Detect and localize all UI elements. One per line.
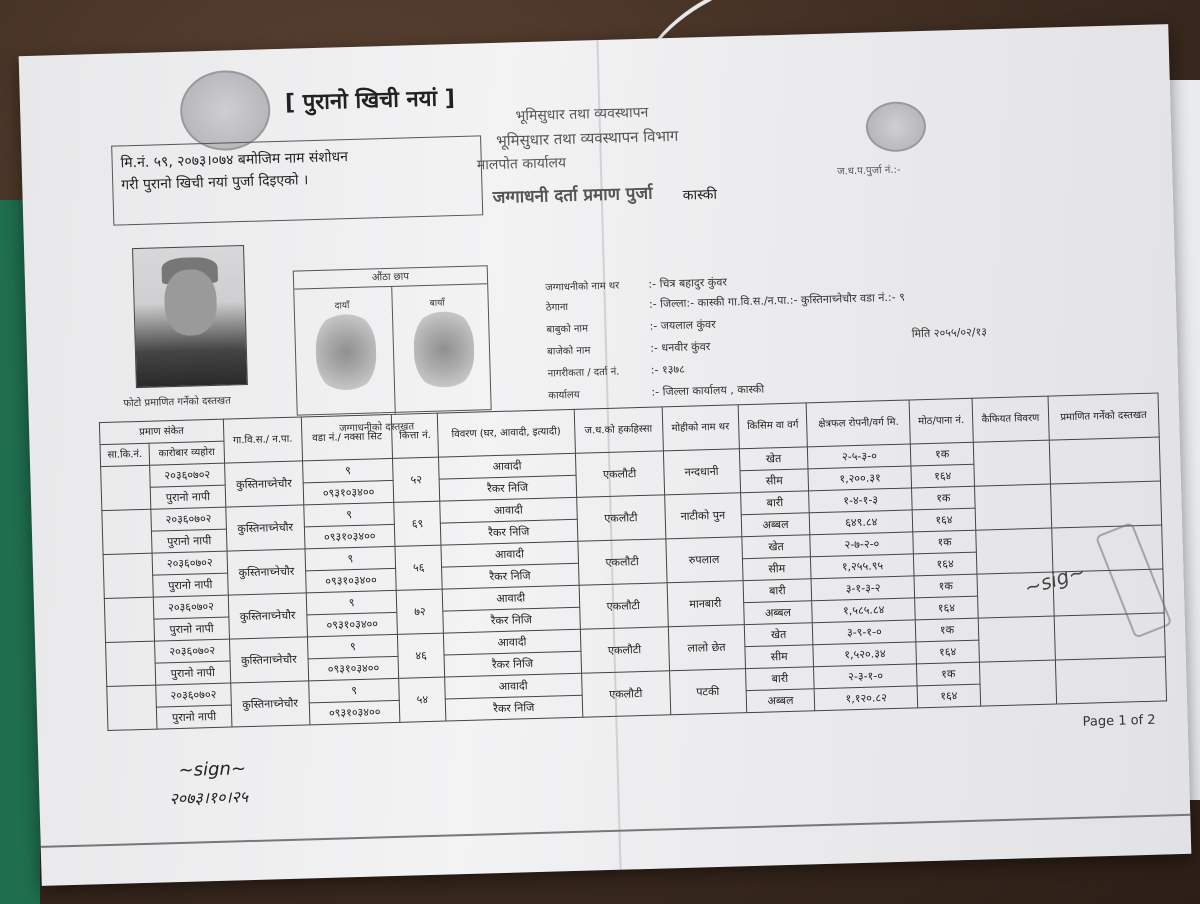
owner-photo (132, 245, 248, 388)
owner-name-row (545, 275, 727, 295)
cell-vivaran: आवादी (443, 629, 580, 655)
col-moth: मोठ/पाना नं. (909, 398, 973, 444)
cell-jadha: एकलौटी (579, 583, 668, 629)
cell-kitta: ५४ (399, 677, 446, 722)
col-kitta: कित्ता नं. (392, 413, 439, 458)
cell-gavisa: कुस्तिनाच्नेचौर (224, 461, 303, 507)
fingerprint-icon (413, 309, 475, 391)
cell-jadha: एकलौटी (575, 451, 664, 497)
cell-karobar-date: २०३६०७०२ (151, 507, 226, 531)
cell-area-ropani: २-३-१-० (814, 664, 917, 689)
cell-moth: १क (912, 486, 975, 510)
col-kisim: किसिम वा वर्ग (738, 403, 808, 449)
cell-vivaran: आवादी (441, 541, 578, 567)
owner-name-label: जग्गाधनीको नाम थर (545, 280, 620, 294)
col-chetrafal: क्षेत्रफल रोपनी/वर्ग मि. (806, 400, 910, 447)
nepal-emblem-icon (179, 69, 271, 151)
cell-sn (107, 685, 157, 730)
cell-vivaran-type: रैकर निजि (445, 695, 582, 721)
cell-mohi: पटकी (669, 669, 746, 715)
col-vivaran: विवरण (घर, आवादी, इत्यादी) (437, 409, 575, 457)
page-title: [ पुरानो खिची नयां ] (284, 86, 456, 116)
cell-kisim: बारी (740, 491, 809, 515)
amendment-line-1: मि.नं. ५९, २०७३।०७४ बमोजिम नाम संशोधन (120, 149, 349, 172)
cell-kisim: खेत (739, 447, 808, 471)
office-line-2: भूमिसुधार तथा व्यवस्थापन विभाग (495, 126, 679, 150)
cell-wada: ९ (307, 634, 398, 659)
land-table-body (101, 437, 1167, 730)
cell-pana: १६४ (916, 640, 979, 664)
cell-karobar-date: २०३६०७०२ (156, 683, 231, 707)
address-value: :- जिल्ला:- कास्की गा.वि.स./न.पा.:- कुस्तिनाच्नेचौर वडा नं.:- ९ (648, 290, 906, 311)
signature-date: २०७३।१०।२५ (169, 787, 249, 809)
owner-name-value: :- चित्र बहादुर कुंवर (648, 275, 728, 291)
cell-wada: ९ (302, 458, 393, 483)
cell-kaifiyat (978, 616, 1055, 662)
cell-naksha-sheet: ०९३१०३४०० (306, 568, 397, 593)
cell-vivaran-type: रैकर निजि (444, 651, 581, 677)
col-pramaan-sanket: प्रमाण संकेत (99, 419, 223, 444)
cell-karobar-date: २०३६०७०२ (153, 595, 228, 619)
thumbprint-right-label: दायाँ (334, 301, 350, 312)
cell-vivaran-type: रैकर निजि (443, 607, 580, 633)
cell-area-ropani: १-४-१-३ (809, 488, 912, 513)
cell-jadha: एकलौटी (580, 627, 669, 673)
cell-moth: १क (914, 574, 977, 598)
table-header-row (99, 393, 1158, 445)
cell-pana: १६४ (915, 596, 978, 620)
cell-vivaran: आवादी (438, 453, 575, 479)
col-mohi: मोहीको नाम थर (662, 405, 739, 451)
father-value: :- जयलाल कुंवर (649, 317, 716, 333)
cell-mohi: नाटीको पुन (664, 493, 741, 539)
cell-dastakhat (1050, 481, 1161, 528)
cell-mohi: रुपलाल (665, 537, 742, 583)
cell-kisim: खेत (744, 623, 813, 647)
bottom-signature: ~sign~ (178, 758, 247, 782)
cell-naksha-sheet: ०९३१०३४०० (309, 700, 400, 725)
cell-dastakhat (1055, 657, 1166, 704)
office-line-1: भूमिसुधार तथा व्यवस्थापन (515, 104, 649, 125)
citizenship-value: :- १३७८ (650, 362, 686, 377)
cell-pana: १६४ (911, 464, 974, 488)
photo-caption: फोटो प्रमाणित गर्नेको दस्तखत (123, 395, 231, 410)
cell-kisim-grade: अब्बल (746, 689, 815, 713)
address-label: ठेगाना (545, 301, 569, 314)
citizenship-row (547, 362, 685, 381)
cell-area-sqm: १,२५५.९५ (811, 554, 914, 579)
cell-area-sqm: १,१२०.८२ (814, 686, 917, 711)
cell-kisim: खेत (742, 535, 811, 559)
address-row (546, 290, 905, 315)
cell-area-sqm: १,५८५.८४ (812, 598, 915, 623)
citizenship-label: नागरीकता / दर्ता नं. (547, 366, 620, 380)
cell-vivaran: आवादी (442, 585, 579, 611)
owner-signature-label: जग्गाधनीको दस्तखत (339, 421, 415, 435)
father-row (546, 317, 716, 337)
cell-gavisa: कुस्तिनाच्नेचौर (229, 637, 308, 683)
cell-vivaran-type: रैकर निजि (439, 475, 576, 501)
cell-naksha-sheet: ०९३१०३४०० (307, 612, 398, 637)
cell-kisim-grade: अब्बल (741, 513, 810, 537)
cell-wada: ९ (305, 546, 396, 571)
col-wada: वडा नं./ नक्सा सिट (301, 414, 393, 461)
cell-kaifiyat (979, 660, 1056, 706)
amendment-line-2: गरी पुरानो खिची नयां पुर्जा दिइएको । (121, 172, 309, 194)
cell-wada: ९ (306, 590, 397, 615)
fingerprint-icon (315, 311, 377, 393)
father-label: बाबुको नाम (546, 323, 589, 336)
cell-naksha-sheet: ०९३१०३४०० (303, 480, 394, 505)
cell-sn (103, 553, 153, 598)
cell-kitta: ७२ (397, 589, 444, 634)
cell-gavisa: कुस्तिनाच्नेचौर (226, 505, 305, 551)
certificate-number-label: ज.ध.प.पुर्जा नं.:- (837, 164, 901, 178)
thumbprint-box (293, 265, 492, 415)
cell-kisim: बारी (743, 579, 812, 603)
land-ownership-certificate (19, 24, 1192, 886)
cell-jadha: एकलौटी (578, 539, 667, 585)
amendment-note (111, 135, 483, 225)
page-number: Page 1 of 2 (1082, 712, 1156, 730)
cell-area-sqm: १,२००.३१ (808, 466, 911, 491)
bottom-rule (41, 814, 1191, 848)
cell-kitta: ६९ (394, 501, 441, 546)
cell-kitta: ४६ (398, 633, 445, 678)
cell-moth: १क (911, 442, 974, 466)
cell-naksha-sheet: ०९३१०३४०० (308, 656, 399, 681)
cell-karobar-type: पुरानो नापी (156, 705, 231, 729)
cell-moth: १क (913, 530, 976, 554)
certificate-title: जग्गाधनी दर्ता प्रमाण पुर्जा (492, 183, 653, 209)
cell-area-ropani: ३-१-३-२ (811, 576, 914, 601)
cell-karobar-type: पुरानो नापी (153, 573, 228, 597)
cell-kisim-grade: अब्बल (743, 601, 812, 625)
cell-moth: १क (915, 618, 978, 642)
cell-kaifiyat (973, 440, 1050, 486)
col-sn: सा.कि.नं. (100, 443, 150, 466)
col-jadha: ज.ध.को हकहिस्सा (574, 407, 663, 453)
thumbprint-divider (391, 287, 396, 414)
cell-kisim-grade: सीम (745, 645, 814, 669)
cell-wada: ९ (309, 678, 400, 703)
cell-jadha: एकलौटी (581, 671, 670, 717)
office-line-3: मालपोत कार्यालय (476, 154, 567, 174)
cell-karobar-type: पुरानो नापी (155, 661, 230, 685)
cell-gavisa: कुस्तिनाच्नेचौर (228, 593, 307, 639)
cell-karobar-date: २०३६०७०२ (155, 639, 230, 663)
cell-sn (102, 509, 152, 554)
cell-area-ropani: २-५-३-० (808, 444, 911, 469)
office-value: :- जिल्ला कार्यालय , कास्की (651, 382, 765, 399)
office-label: कार्यालय (548, 389, 580, 402)
cell-jadha: एकलौटी (576, 495, 665, 541)
col-gavisa: गा.वि.स./ न.पा. (223, 417, 302, 463)
cell-vivaran: आवादी (445, 673, 582, 699)
grandfather-row (547, 339, 711, 359)
cell-kitta: ५६ (395, 545, 442, 590)
thumbprint-title: औंठा छाप (294, 266, 487, 289)
cell-karobar-date: २०३६०७०२ (150, 463, 225, 487)
cell-gavisa: कुस्तिनाच्नेचौर (230, 681, 309, 727)
cell-sn (101, 465, 151, 510)
issue-date: मिति २०५५/०२/१३ (911, 325, 988, 341)
cell-kaifiyat (975, 528, 1052, 574)
cell-kaifiyat (974, 484, 1051, 530)
cell-karobar-type: पुरानो नापी (152, 529, 227, 553)
cell-mohi: लालो छेत (668, 625, 745, 671)
grandfather-label: बाजेको नाम (546, 345, 591, 358)
cell-sn (104, 597, 154, 642)
cell-mohi: मानबारी (667, 581, 744, 627)
photo-face (164, 269, 218, 336)
cell-karobar-type: पुरानो नापी (150, 485, 225, 509)
grandfather-value: :- धनवीर कुंवर (650, 340, 711, 355)
col-kaifiyat: कैफियत विवरण (972, 396, 1049, 442)
cell-dastakhat (1049, 437, 1160, 484)
district-name: कास्की (682, 186, 718, 204)
land-parcel-table (99, 393, 1167, 731)
cell-vivaran-type: रैकर निजि (440, 519, 577, 545)
thumbprint-left-label: बायाँ (429, 298, 445, 309)
cell-gavisa: कुस्तिनाच्नेचौर (227, 549, 306, 595)
cell-vivaran-type: रैकर निजि (441, 563, 578, 589)
cell-area-sqm: १,५२०.३४ (813, 642, 916, 667)
cell-sn (106, 641, 156, 686)
cell-area-sqm: ६४९.८४ (810, 510, 913, 535)
col-dastakhat: प्रमाणित गर्नेको दस्तखत (1048, 393, 1159, 440)
cell-pana: १६४ (912, 508, 975, 532)
cell-kitta: ५२ (393, 457, 440, 502)
cell-karobar-date: २०३६०७०२ (152, 551, 227, 575)
cell-naksha-sheet: ०९३१०३४०० (304, 524, 395, 549)
cell-wada: ९ (304, 502, 395, 527)
cell-kisim-grade: सीम (740, 469, 809, 493)
cell-vivaran: आवादी (440, 497, 577, 523)
cell-pana: १६४ (914, 552, 977, 576)
cell-moth: १क (917, 662, 980, 686)
cell-kisim-grade: सीम (742, 557, 811, 581)
cell-kisim: बारी (745, 667, 814, 691)
officer-signature: ~sig~ (1021, 559, 1088, 600)
nepal-emblem-icon (865, 101, 926, 153)
office-row (548, 382, 764, 403)
cell-pana: १६४ (917, 684, 980, 708)
cell-area-ropani: ३-९-१-० (813, 620, 916, 645)
col-karobar: कारोबार व्यहोरा (149, 441, 224, 465)
cell-karobar-type: पुरानो नापी (154, 617, 229, 641)
cell-area-ropani: २-७-२-० (810, 532, 913, 557)
cell-mohi: नन्दधानी (663, 449, 740, 495)
